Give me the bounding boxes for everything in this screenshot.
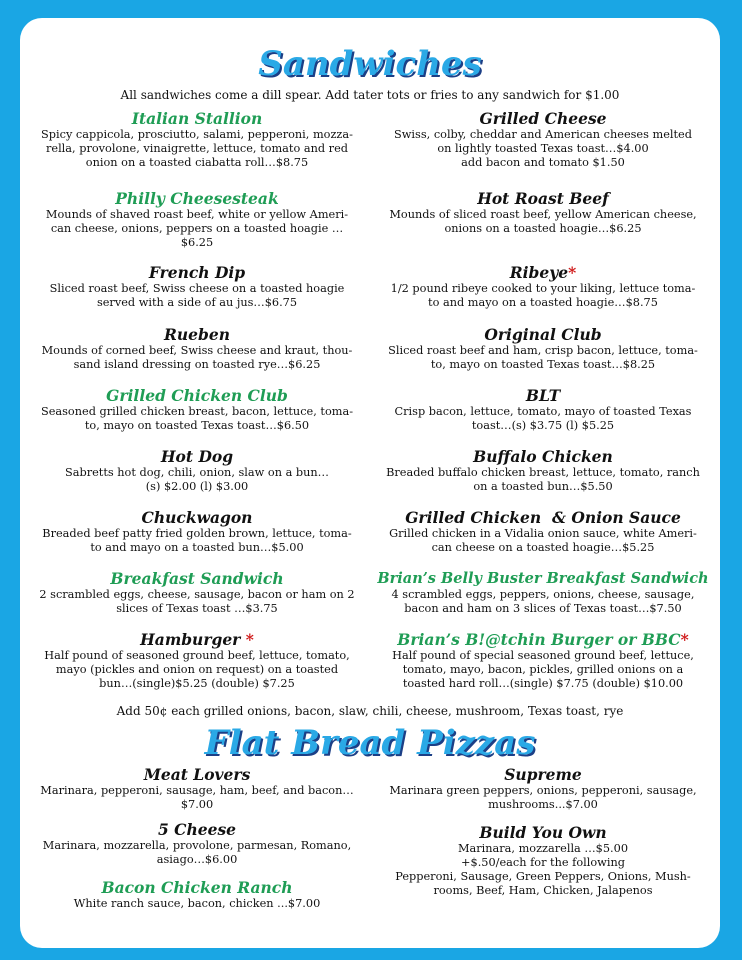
item-name-row (372, 264, 714, 282)
item-name: Chuckwagon (141, 508, 253, 527)
menu-item-belly-buster (372, 570, 714, 616)
item-name: Rueben (164, 325, 230, 344)
item-desc: Sliced roast beef, Swiss cheese on a toasted hoagie served with a side of au jus…$6.75 (49, 282, 345, 309)
item-name: Bacon Chicken Ranch (101, 878, 293, 897)
item-desc: Mounds of sliced roast beef, yellow American cheese, onions on a toasted hoagie…$6.25 (389, 208, 697, 235)
menu-item-hamburger (26, 631, 368, 691)
item-name-row (372, 631, 714, 649)
menu-item-hot-dog (26, 448, 368, 494)
star-marker: * (680, 630, 689, 649)
item-name: Build You Own (479, 823, 607, 842)
item-desc: Swiss, colby, cheddar and American cheeses melted on lightly toasted Texas toast…$4.00 add bacon and tomato $1.50 (394, 128, 692, 169)
menu-item-original-club (372, 326, 714, 372)
item-desc: Half pound of special seasoned ground beef, lettuce, tomato, mayo, bacon, pickles, grilled onions on a toasted hard roll…(single) $7.75 (double) $10.00 (392, 649, 694, 690)
menu-item-ribeye (372, 264, 714, 310)
item-desc: Marinara, mozzarella …$5.00 +$.50/each for the following Pepperoni, Sausage, Green Peppers, Onions, Mush- rooms, Beef, Ham, Chicken, Jalapenos (395, 842, 691, 897)
sandwich-addons: Add 50¢ each grilled onions, bacon, slaw, chili, cheese, mushroom, Texas toast, rye (116, 704, 624, 718)
menu-item-buffalo-chicken (372, 448, 714, 494)
item-name: Grilled Chicken & Onion Sauce (405, 508, 681, 527)
item-desc: Crisp bacon, lettuce, tomato, mayo of toasted Texas toast…(s) $3.75 (l) $5.25 (394, 405, 692, 432)
item-desc: Mounds of shaved roast beef, white or yellow Ameri- can cheese, onions, peppers on a toasted hoagie … $6.25 (45, 208, 349, 249)
item-name: Breakfast Sandwich (110, 569, 284, 588)
item-name: Hot Dog (160, 447, 234, 466)
item-desc: Marinara green peppers, onions, pepperoni, sausage, mushrooms...$7.00 (389, 784, 697, 811)
menu-item-build-your-own (372, 824, 714, 898)
item-name: Grilled Chicken Club (106, 386, 288, 405)
item-name: Meat Lovers (143, 765, 251, 784)
item-name: Hamburger (140, 630, 241, 649)
menu-item-italian-stallion (26, 110, 368, 170)
item-name: BLT (525, 386, 561, 405)
pizzas-heading: Flat Bread Pizzas (204, 723, 536, 763)
item-desc: Spicy cappicola, prosciutto, salami, pepperoni, mozza- rella, provolone, vinaigrette, lettuce, tomato and red onion on a toasted ciabatta roll…$8.75 (41, 128, 353, 169)
menu-item-grilled-cheese (372, 110, 714, 170)
menu-item-breakfast-sandwich (26, 570, 368, 616)
item-desc: 2 scrambled eggs, cheese, sausage, bacon or ham on 2 slices of Texas toast …$3.75 (39, 588, 355, 615)
item-desc: Mounds of corned beef, Swiss cheese and kraut, thou- sand island dressing on toasted rye…$6.25 (41, 344, 353, 371)
menu-item-meat-lovers (26, 766, 368, 812)
star-marker: * (245, 630, 254, 649)
item-desc: Breaded beef patty fried golden brown, lettuce, toma- to and mayo on a toasted bun…$5.00 (42, 527, 352, 554)
sandwiches-heading: Sandwiches (258, 44, 482, 84)
item-name: Buffalo Chicken (473, 447, 613, 466)
star-marker: * (568, 263, 577, 282)
menu-item-blt (372, 387, 714, 433)
menu-item-bbc-burger (372, 631, 714, 691)
item-name: French Dip (148, 263, 246, 282)
item-desc: Breaded buffalo chicken breast, lettuce, tomato, ranch on a toasted bun…$5.50 (386, 466, 700, 493)
item-desc: 1/2 pound ribeye cooked to your liking, lettuce toma- to and mayo on a toasted hoagie…$8.75 (390, 282, 696, 309)
item-name: Supreme (504, 765, 582, 784)
item-desc: Marinara, mozzarella, provolone, parmesan, Romano, asiago…$6.00 (42, 839, 352, 866)
item-desc: Sliced roast beef and ham, crisp bacon, lettuce, toma- to, mayo on toasted Texas toast…$8.25 (388, 344, 698, 371)
item-desc: Grilled chicken in a Vidalia onion sauce, white Ameri- can cheese on a toasted hoagie…$5.25 (389, 527, 697, 554)
menu-item-rueben (26, 326, 368, 372)
menu-item-philly-cheesesteak (26, 190, 368, 250)
menu-item-grilled-chicken-onion-sauce (372, 509, 714, 555)
sandwiches-note: All sandwiches come a dill spear. Add tater tots or fries to any sandwich for $1.00 (120, 88, 620, 102)
item-name: Ribeye (509, 263, 569, 282)
item-desc: Seasoned grilled chicken breast, bacon, lettuce, toma- to, mayo on toasted Texas toast…$6.50 (40, 405, 354, 432)
item-desc: 4 scrambled eggs, peppers, onions, cheese, sausage, bacon and ham on 3 slices of Texas toast…$7.50 (391, 588, 695, 615)
menu-sheet (20, 18, 720, 948)
item-desc: Half pound of seasoned ground beef, lettuce, tomato, mayo (pickles and onion on request) on a toasted bun…(single)$5.25 (double) $7.25 (44, 649, 350, 690)
item-name: Original Club (484, 325, 602, 344)
item-name: 5 Cheese (157, 820, 237, 839)
item-name: Hot Roast Beef (477, 189, 609, 208)
item-desc: Marinara, pepperoni, sausage, ham, beef, and bacon… $7.00 (40, 784, 354, 811)
menu-item-bacon-chicken-ranch (26, 879, 368, 911)
menu-item-hot-roast-beef (372, 190, 714, 236)
menu-item-chuckwagon (26, 509, 368, 555)
menu-item-french-dip (26, 264, 368, 310)
item-desc: White ranch sauce, bacon, chicken ...$7.00 (73, 897, 321, 910)
item-name: Brian’s Belly Buster Breakfast Sandwich (377, 570, 709, 587)
item-name: Philly Cheesesteak (115, 189, 279, 208)
menu-item-supreme (372, 766, 714, 812)
item-name-row (26, 631, 368, 649)
item-desc: Sabretts hot dog, chili, onion, slaw on a bun… (s) $2.00 (l) $3.00 (65, 466, 329, 493)
item-name: Brian’s B!@tchin Burger or BBC (397, 630, 681, 649)
menu-item-grilled-chicken-club (26, 387, 368, 433)
menu-item-5-cheese (26, 821, 368, 867)
item-name: Italian Stallion (131, 109, 263, 128)
item-name: Grilled Cheese (479, 109, 607, 128)
